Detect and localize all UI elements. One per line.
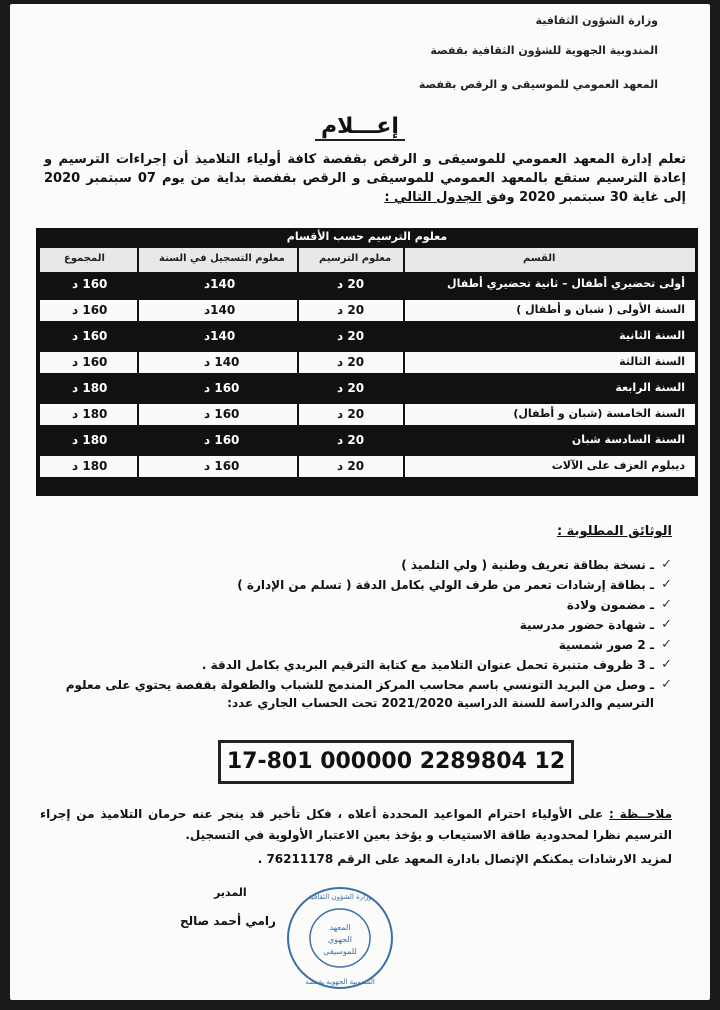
check-icon: ✓ [661, 577, 672, 592]
cell-annual-fee: 140 د [139, 352, 297, 373]
cell-annual-fee: 160 د [139, 456, 297, 477]
documents-list [32, 556, 672, 714]
check-icon: ✓ [661, 557, 672, 572]
cell-section: السنة الرابعة [405, 378, 695, 399]
cell-annual-fee: 160 د [139, 430, 297, 451]
check-icon: ✓ [661, 637, 672, 652]
cell-section: أولى تحضيري أطفال – ثانية تحضيري أطفال [405, 274, 695, 295]
list-item: ✓ ـ وصل من البريد التونسي باسم محاسب المركز المندمج للشباب والطفولة بقفصة يحتوي على معلوم الترسيم والدراسة للسنة الدراسية 2021/2020 تحت الحساب الجاري عدد: [65, 677, 672, 710]
cell-annual-fee: 160 د [139, 404, 297, 425]
cell-section: السنة الخامسة (شبان و أطفال) [405, 404, 695, 425]
cell-total: 160 د [40, 300, 137, 321]
delegation-header: المندوبية الجهوية للشؤون الثقافية بقفصة [430, 44, 658, 57]
cell-section: ديبلوم العزف على الآلات [405, 456, 695, 477]
director-name: رامي أحمد صالح [180, 914, 276, 928]
director-label: المدير [214, 886, 247, 899]
check-icon: ✓ [661, 597, 672, 612]
table-row [36, 402, 698, 426]
table-row [36, 350, 698, 374]
note-text: على الأولياء احترام المواعيد المحددة أعلاه ، فكل تأخير قد ينجر عنه حرمان التلاميذ من إجراء الترسيم نظرا لمحدودية طاقة الاستيعاب و يؤخذ بعين الاعتبار الأولوية في التسجيل. [40, 807, 672, 842]
cell-registration-fee: 20 د [299, 378, 403, 399]
table-row [36, 272, 698, 296]
table-row [36, 376, 698, 400]
cell-total: 180 د [40, 378, 137, 399]
cell-registration-fee: 20 د [299, 352, 403, 373]
cell-total: 180 د [40, 430, 137, 451]
cell-total: 180 د [40, 456, 137, 477]
intro-table-label: الجدول التالي : [384, 190, 482, 205]
cell-annual-fee: 140د [139, 300, 297, 321]
cell-section: السنة الثانية [405, 326, 695, 347]
cell-annual-fee: 140د [139, 274, 297, 295]
note-paragraph [40, 804, 672, 846]
check-icon: ✓ [661, 677, 672, 692]
cell-registration-fee: 20 د [299, 326, 403, 347]
table-row [36, 324, 698, 348]
list-item: ✓ ـ مضمون ولادة [566, 597, 672, 612]
cell-registration-fee: 20 د [299, 430, 403, 451]
document-page [10, 4, 710, 1000]
fees-table [36, 228, 698, 496]
column-header-total: المجموع [40, 248, 137, 272]
column-header-annual-fee: معلوم التسجيل في السنة [139, 248, 297, 272]
cell-total: 180 د [40, 404, 137, 425]
ministry-header: وزارة الشؤون الثقافية [535, 14, 658, 27]
svg-text:المعهد: المعهد [329, 923, 351, 932]
list-item: ✓ ـ 2 صور شمسية [558, 637, 672, 652]
institute-header: المعهد العمومي للموسيقى و الرقص بقفصة [418, 78, 658, 91]
fees-table-caption: معلوم الترسيم حسب الأقسام [286, 230, 448, 243]
list-item: ✓ ـ 3 ظروف متنبرة تحمل عنوان التلاميذ مع كتابة الترقيم البريدي بكامل الدقة . [201, 657, 672, 672]
cell-annual-fee: 160 د [139, 378, 297, 399]
official-stamp [284, 884, 396, 992]
table-row [36, 298, 698, 322]
note-label: ملاحــظة : [609, 807, 672, 821]
cell-section: السنة الأولى ( شبان و أطفال ) [405, 300, 695, 321]
cell-section: السنة الثالثة [405, 352, 695, 373]
svg-text:الجهوي: الجهوي [328, 935, 352, 944]
intro-text: تعلم إدارة المعهد العمومي للموسيقى و الرقص بقفصة كافة أولياء التلاميذ أن إجراءات الترسيم و إعادة الترسيم ستقع بالمعهد العمومي للموسيقى و الرقص بقفصة بداية من يوم 07 سبتمبر 2020 إلى غاية 30 سبتمبر 2020 وفق [44, 152, 686, 205]
list-item: ✓ ـ بطاقة إرشادات تعمر من طرف الولي بكامل الدقة ( تسلم من الإدارة ) [237, 577, 672, 592]
intro-paragraph [44, 150, 686, 207]
cell-section: السنة السادسة شبان [405, 430, 695, 451]
cell-total: 160 د [40, 326, 137, 347]
cell-total: 160 د [40, 352, 137, 373]
contact-info: لمزيد الارشادات يمكنكم الإتصال بادارة المعهد على الرقم 76211178 . [257, 852, 672, 866]
table-row [36, 428, 698, 452]
check-icon: ✓ [661, 617, 672, 632]
account-number-box: 17-801 000000 2289804 12 [218, 740, 574, 784]
list-item: ✓ ـ شهادة حضور مدرسية [519, 617, 672, 632]
cell-registration-fee: 20 د [299, 404, 403, 425]
cell-registration-fee: 20 د [299, 456, 403, 477]
column-header-registration-fee: معلوم الترسيم [299, 248, 403, 272]
cell-total: 160 د [40, 274, 137, 295]
svg-text:وزارة الشؤون الثقافية: وزارة الشؤون الثقافية [308, 893, 372, 901]
announcement-title: إعـــلام [10, 114, 710, 139]
column-header-section: القسم [405, 248, 695, 272]
cell-registration-fee: 20 د [299, 300, 403, 321]
list-item: ✓ ـ نسخة بطاقة تعريف وطنية ( ولي التلميذ ) [401, 557, 672, 572]
documents-title: الوثائق المطلوبة : [556, 524, 672, 539]
check-icon: ✓ [661, 657, 672, 672]
cell-registration-fee: 20 د [299, 274, 403, 295]
table-row [36, 454, 698, 478]
svg-text:المندوبية الجهوية بقفصة: المندوبية الجهوية بقفصة [305, 978, 375, 986]
svg-text:للموسيقى: للموسيقى [323, 947, 357, 956]
cell-annual-fee: 140د [139, 326, 297, 347]
